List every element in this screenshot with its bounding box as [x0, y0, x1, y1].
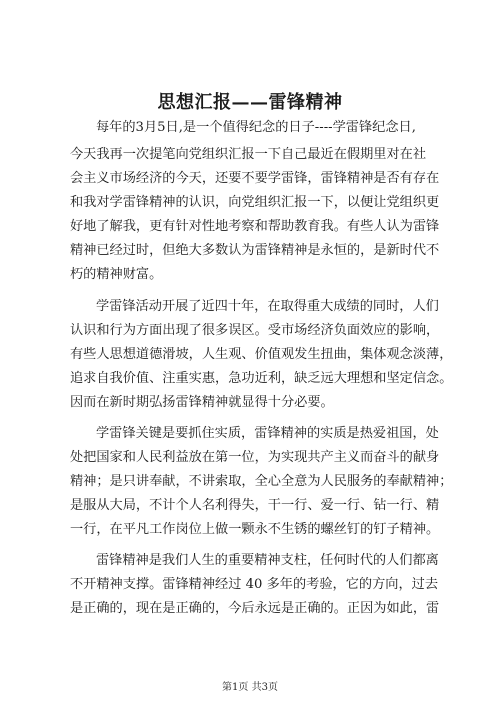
body-line: 是正确的，现在是正确的，今后永远是正确的。正因为如此，雷	[70, 601, 440, 616]
body-line: 是服从大局，不计个人名利得失，干一行、爱一行、钻一行、精	[70, 498, 440, 513]
body-line: 每年的3月5日,是一个值得纪念的日子----学雷锋纪念日,	[96, 120, 416, 135]
page-number: 第1页 共3页	[222, 682, 278, 693]
document-title: 思想汇报——雷锋精神	[157, 92, 343, 113]
body-line: 学雷锋关键是要抓住实质，雷锋精神的实质是热爱祖国，处	[96, 426, 439, 441]
body-line: 因而在新时期弘扬雷锋精神就显得十分必要。	[70, 395, 334, 410]
body-line: 有些人思想道德滑坡，人生观、价值观发生扭曲，集体观念淡薄，	[70, 347, 453, 362]
body-line: 学雷锋活动开展了近四十年，在取得重大成绩的同时，人们	[96, 299, 439, 314]
body-line: 认识和行为方面出现了很多误区。受市场经济负面效应的影响，	[70, 323, 440, 338]
body-line: 追求自我价值、注重实惠，急功近利，缺乏远大理想和坚定信念。	[70, 371, 453, 386]
body-line: 雷锋精神是我们人生的重要精神支柱，任何时代的人们都离	[96, 553, 439, 568]
body-line: 会主义市场经济的今天，还要不要学雷锋，雷锋精神是否有存在	[70, 171, 440, 186]
body-line: 不开精神支撑。雷锋精神经过 40 多年的考验，它的方向，过去	[70, 577, 439, 592]
body-line: 好地了解我，更有针对性地考察和帮助教育我。有些人认为雷锋	[70, 219, 440, 234]
body-line: 一行，在平凡工作岗位上做一颗永不生锈的螺丝钉的钉子精神。	[70, 522, 440, 537]
body-line: 处把国家和人民利益放在第一位，为实现共产主义而奋斗的献身	[70, 450, 440, 465]
body-line: 和我对学雷锋精神的认识，向党组织汇报一下，以便让党组织更	[70, 195, 440, 210]
body-line: 朽的精神财富。	[70, 267, 163, 282]
body-line: 今天我再一次提笔向党组织汇报一下自己最近在假期里对在社	[70, 147, 427, 162]
body-line: 精神已经过时，但绝大多数认为雷锋精神是永恒的，是新时代不	[70, 243, 440, 258]
body-line: 精神；是只讲奉献，不讲索取，全心全意为人民服务的奉献精神；	[70, 474, 453, 489]
